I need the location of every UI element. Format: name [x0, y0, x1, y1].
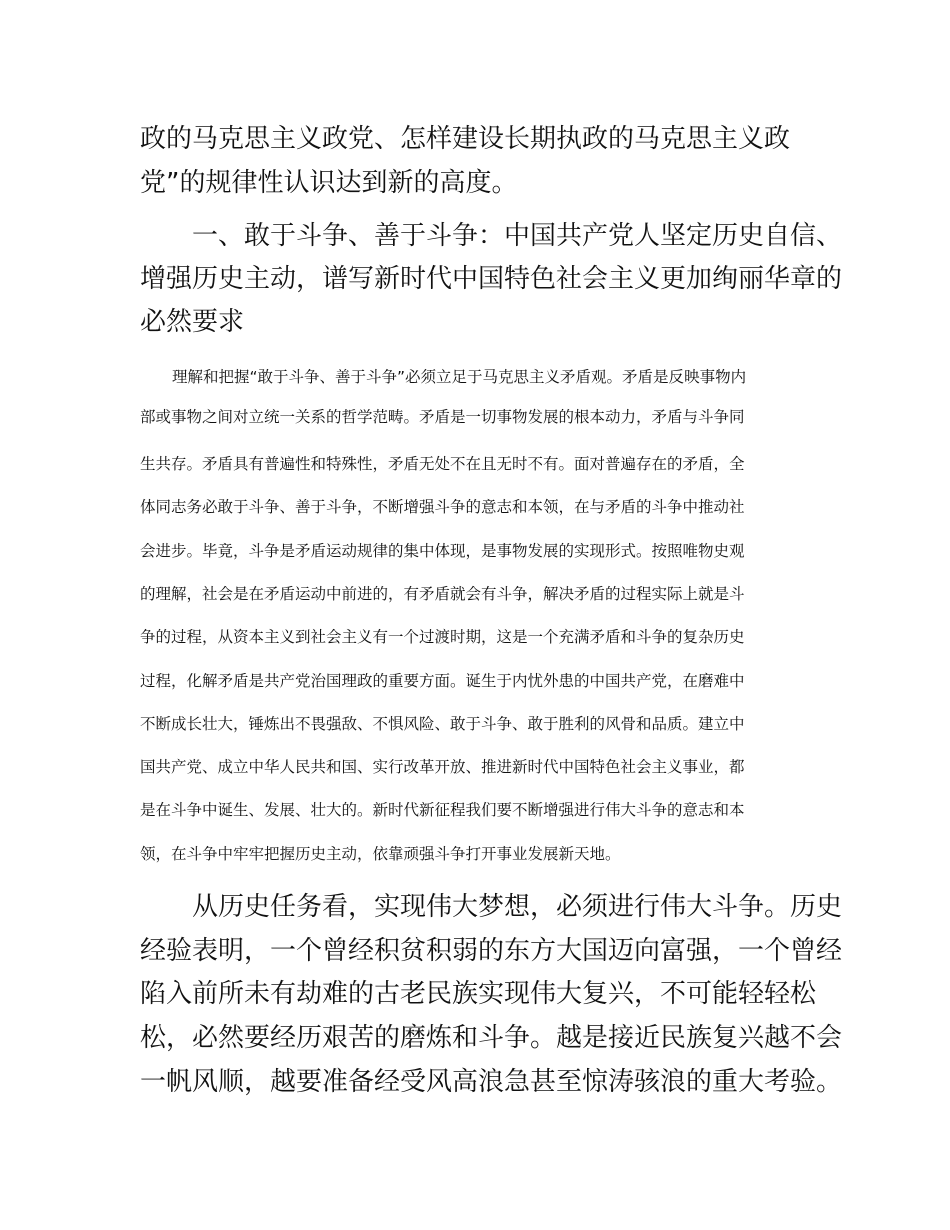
body-line: 不断成长壮大，锤炼出不畏强敌、不惧风险、敢于斗争、敢于胜利的风骨和品质。建立中	[140, 715, 745, 733]
body-line: 过程，化解矛盾是共产党治国理政的重要方面。诞生于内忧外患的中国共产党，在磨难中	[140, 672, 745, 690]
closing-line: 一帆风顺，越要准备经受风高浪急甚至惊涛骇浪的重大考验。	[140, 1067, 843, 1097]
body-line: 的理解，社会是在矛盾运动中前进的，有矛盾就会有斗争，解决矛盾的过程实际上就是斗	[140, 585, 745, 603]
section-heading-line: 增强历史主动，谱写新时代中国特色社会主义更加绚丽华章的	[140, 264, 843, 294]
intro-line: 党”的规律性认识达到新的高度。	[140, 168, 518, 198]
body-line: 生共存。矛盾具有普遍性和特殊性，矛盾无处不在且无时不有。面对普遍存在的矛盾，全	[140, 455, 745, 473]
intro-line: 政的马克思主义政党、怎样建设长期执政的马克思主义政	[140, 124, 791, 154]
body-line: 争的过程，从资本主义到社会主义有一个过渡时期，这是一个充满矛盾和斗争的复杂历史	[140, 628, 745, 646]
section-heading-line: 必然要求	[140, 307, 245, 337]
body-line: 体同志务必敢于斗争、善于斗争，不断增强斗争的意志和本领，在与矛盾的斗争中推动社	[140, 498, 745, 516]
body-line: 国共产党、成立中华人民共和国、实行改革开放、推进新时代中国特色社会主义事业，都	[140, 758, 745, 776]
section-heading-line: 一、敢于斗争、善于斗争：中国共产党人坚定历史自信、	[192, 221, 843, 251]
closing-line: 经验表明，一个曾经积贫积弱的东方大国迈向富强，一个曾经	[140, 936, 843, 966]
body-line: 会进步。毕竟，斗争是矛盾运动规律的集中体现，是事物发展的实现形式。按照唯物史观	[140, 542, 745, 560]
body-line: 部或事物之间对立统一关系的哲学范畴。矛盾是一切事物发展的根本动力，矛盾与斗争同	[140, 408, 745, 426]
body-line: 是在斗争中诞生、发展、壮大的。新时代新征程我们要不断增强进行伟大斗争的意志和本	[140, 801, 745, 819]
closing-line: 松，必然要经历艰苦的磨炼和斗争。越是接近民族复兴越不会	[140, 1023, 843, 1053]
body-line: 领，在斗争中牢牢把握历史主动，依靠顽强斗争打开事业发展新天地。	[140, 845, 621, 863]
body-line: 理解和把握“敢于斗争、善于斗争”必须立足于马克思主义矛盾观。矛盾是反映事物内	[172, 368, 747, 386]
closing-line: 从历史任务看，实现伟大梦想，必须进行伟大斗争。历史	[192, 892, 843, 922]
closing-line: 陷入前所未有劫难的古老民族实现伟大复兴，不可能轻轻松	[140, 979, 817, 1009]
